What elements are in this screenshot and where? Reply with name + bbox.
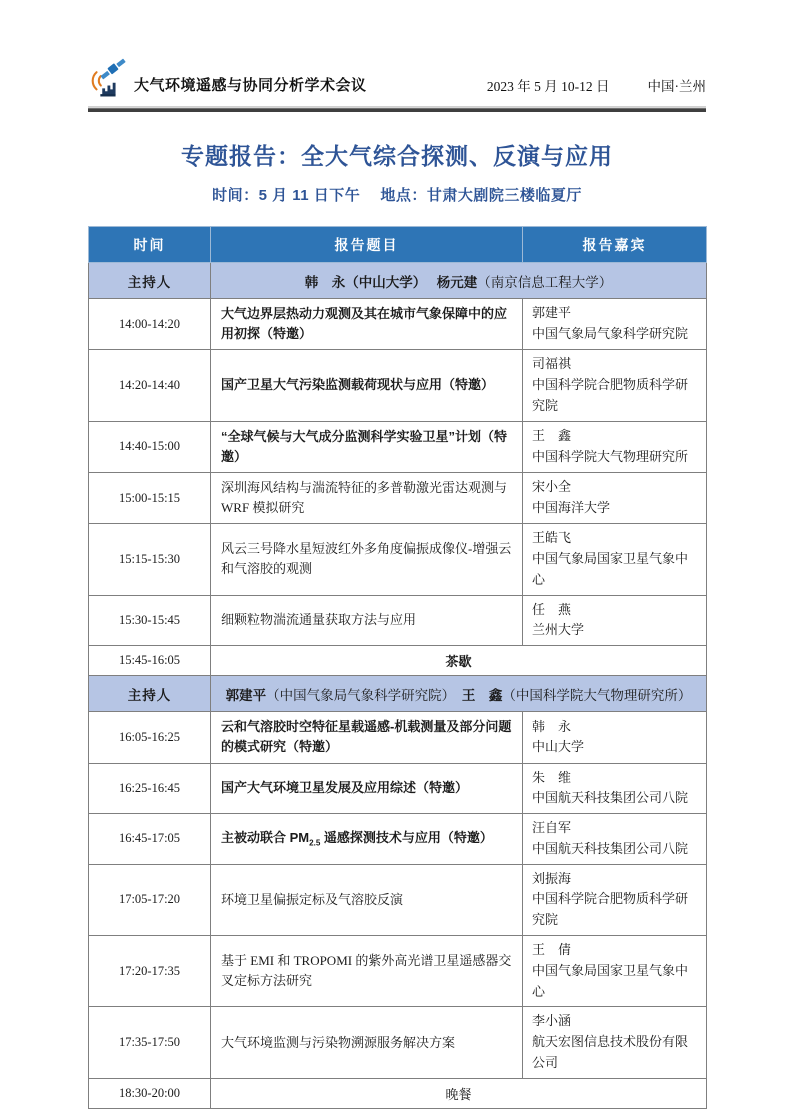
guest-affiliation: 中国科学院大气物理研究所 <box>532 448 689 464</box>
moderator-name-segment: 郭建平 <box>225 687 267 703</box>
talk-title-cell: 深圳海风结构与湍流特征的多普勒激光雷达观测与 WRF 模拟研究 <box>211 472 523 523</box>
guest-cell <box>523 472 707 523</box>
talk-title-cell: 大气环境监测与污染物溯源服务解决方案 <box>211 1007 523 1078</box>
guest-speaker-name: 李小涵 <box>532 1013 572 1029</box>
table-row <box>89 263 707 299</box>
guest-speaker-name: 郭建平 <box>532 305 572 321</box>
talk-title-cell: 云和气溶胶时空特征星载遥感-机载测量及部分问题的模式研究（特邀） <box>211 712 523 763</box>
column-header-guest: 报告嘉宾 <box>523 227 707 263</box>
satellite-logo-icon <box>88 56 126 98</box>
table-row <box>89 299 707 350</box>
table-row <box>89 936 707 1007</box>
talk-title-cell: 环境卫星偏振定标及气溶胶反演 <box>211 864 523 935</box>
time-cell: 17:35-17:50 <box>89 1007 211 1078</box>
talk-title-cell: 国产大气环境卫星发展及应用综述（特邀） <box>211 763 523 814</box>
time-cell: 17:05-17:20 <box>89 864 211 935</box>
schedule-table <box>88 226 707 1109</box>
table-row <box>89 350 707 421</box>
table-row <box>89 712 707 763</box>
guest-cell <box>523 712 707 763</box>
time-cell: 14:40-15:00 <box>89 421 211 472</box>
guest-affiliation: 航天宏图信息技术股份有限公司 <box>532 1034 689 1071</box>
guest-cell <box>523 814 707 865</box>
guest-speaker-name: 王皓飞 <box>532 530 572 546</box>
talk-title-cell: 主被动联合 $PM_{2.5}$ 遥感探测技术与应用（特邀） <box>211 814 523 865</box>
header-left <box>88 56 367 98</box>
guest-affiliation: 中国科学院合肥物质科学研究院 <box>532 377 689 413</box>
time-cell: 16:25-16:45 <box>89 763 211 814</box>
guest-affiliation: 中国航天科技集团公司八院 <box>532 840 689 856</box>
table-row <box>89 814 707 865</box>
guest-speaker-name: 王 倩 <box>532 942 572 958</box>
session-time-location: 时间：5 月 11 日下午 地点：甘肃大剧院三楼临夏厅 <box>212 187 582 204</box>
guest-cell <box>523 524 707 595</box>
time-cell: 15:45-16:05 <box>89 646 211 676</box>
talk-title-cell: 风云三号降水星短波红外多角度偏振成像仪-增强云和气溶胶的观测 <box>211 524 523 595</box>
time-cell: 15:00-15:15 <box>89 472 211 523</box>
guest-affiliation: 中国航天科技集团公司八院 <box>532 790 689 806</box>
guest-affiliation: 中山大学 <box>532 739 585 755</box>
break-cell: 茶歇 <box>211 646 707 676</box>
guest-speaker-name: 汪自军 <box>532 820 572 836</box>
guest-cell <box>523 299 707 350</box>
table-row <box>89 1078 707 1108</box>
page-content <box>88 0 706 1109</box>
conference-date: 2023 年 5 月 10-12 日 <box>486 79 610 94</box>
table-row <box>89 864 707 935</box>
document-header <box>88 0 706 98</box>
talk-title-cell: 基于 EMI 和 TROPOMI 的紫外高光谱卫星遥感器交叉定标方法研究 <box>211 936 523 1007</box>
break-cell: 晚餐 <box>211 1078 707 1108</box>
time-cell: 15:15-15:30 <box>89 524 211 595</box>
schedule-body <box>89 263 707 1109</box>
time-cell: 17:20-17:35 <box>89 936 211 1007</box>
time-cell: 15:30-15:45 <box>89 595 211 646</box>
table-row <box>89 421 707 472</box>
guest-affiliation: 中国气象局国家卫星气象中心 <box>532 962 689 999</box>
header-right <box>487 75 706 98</box>
table-row <box>89 1007 707 1078</box>
table-row <box>89 595 707 646</box>
guest-speaker-name: 刘振海 <box>532 870 572 886</box>
table-row <box>89 472 707 523</box>
moderator-name-segment: 王 鑫 <box>448 687 503 703</box>
table-row <box>89 646 707 676</box>
session-title: 专题报告：全大气综合探测、反演与应用 <box>181 143 613 169</box>
moderator-name-segment: （南京信息工程大学） <box>477 274 613 290</box>
talk-title-cell: “全球气候与大气成分监测科学实验卫星”计划（特邀） <box>211 421 523 472</box>
guest-cell <box>523 763 707 814</box>
guest-speaker-name: 朱 维 <box>532 769 572 785</box>
guest-speaker-name: 司福祺 <box>532 356 572 372</box>
guest-speaker-name: 韩 永 <box>532 718 572 734</box>
time-cell: 18:30-20:00 <box>89 1078 211 1108</box>
table-row <box>89 524 707 595</box>
table-header-row <box>89 227 707 263</box>
guest-cell <box>523 595 707 646</box>
guest-cell <box>523 936 707 1007</box>
moderator-names-cell <box>211 676 707 712</box>
guest-affiliation: 中国气象局国家卫星气象中心 <box>532 551 689 587</box>
time-cell: 16:45-17:05 <box>89 814 211 865</box>
guest-cell <box>523 421 707 472</box>
moderator-names-cell <box>211 263 707 299</box>
column-header-title: 报告题目 <box>211 227 523 263</box>
conference-location: 中国·兰州 <box>647 79 706 94</box>
guest-cell <box>523 864 707 935</box>
moderator-label-cell: 主持人 <box>89 676 211 712</box>
table-row <box>89 676 707 712</box>
guest-speaker-name: 任 燕 <box>532 601 572 617</box>
moderator-name-segment: 韩 永（中山大学） 杨元建 <box>304 274 478 290</box>
guest-affiliation: 兰州大学 <box>532 622 585 638</box>
talk-title-cell: 国产卫星大气污染监测载荷现状与应用（特邀） <box>211 350 523 421</box>
time-cell: 16:05-16:25 <box>89 712 211 763</box>
guest-affiliation: 中国气象局气象科学研究院 <box>532 326 689 342</box>
conference-name: 大气环境遥感与协同分析学术会议 <box>134 77 367 94</box>
moderator-name-segment: （中国科学院大气物理研究所） <box>502 687 692 703</box>
guest-speaker-name: 宋小全 <box>532 479 572 495</box>
guest-affiliation: 中国海洋大学 <box>532 500 611 516</box>
moderator-name-segment: （中国气象局气象科学研究院） <box>266 687 449 703</box>
talk-title-cell: 细颗粒物湍流通量获取方法与应用 <box>211 595 523 646</box>
moderator-label-cell: 主持人 <box>89 263 211 299</box>
talk-title-cell: 大气边界层热动力观测及其在城市气象保障中的应用初探（特邀） <box>211 299 523 350</box>
table-row <box>89 763 707 814</box>
guest-cell <box>523 350 707 421</box>
time-cell: 14:20-14:40 <box>89 350 211 421</box>
guest-affiliation: 中国科学院合肥物质科学研究院 <box>532 891 689 928</box>
time-cell: 14:00-14:20 <box>89 299 211 350</box>
guest-cell <box>523 1007 707 1078</box>
guest-speaker-name: 王 鑫 <box>532 428 572 444</box>
column-header-time: 时间 <box>89 227 211 263</box>
header-divider-rule <box>88 106 706 112</box>
